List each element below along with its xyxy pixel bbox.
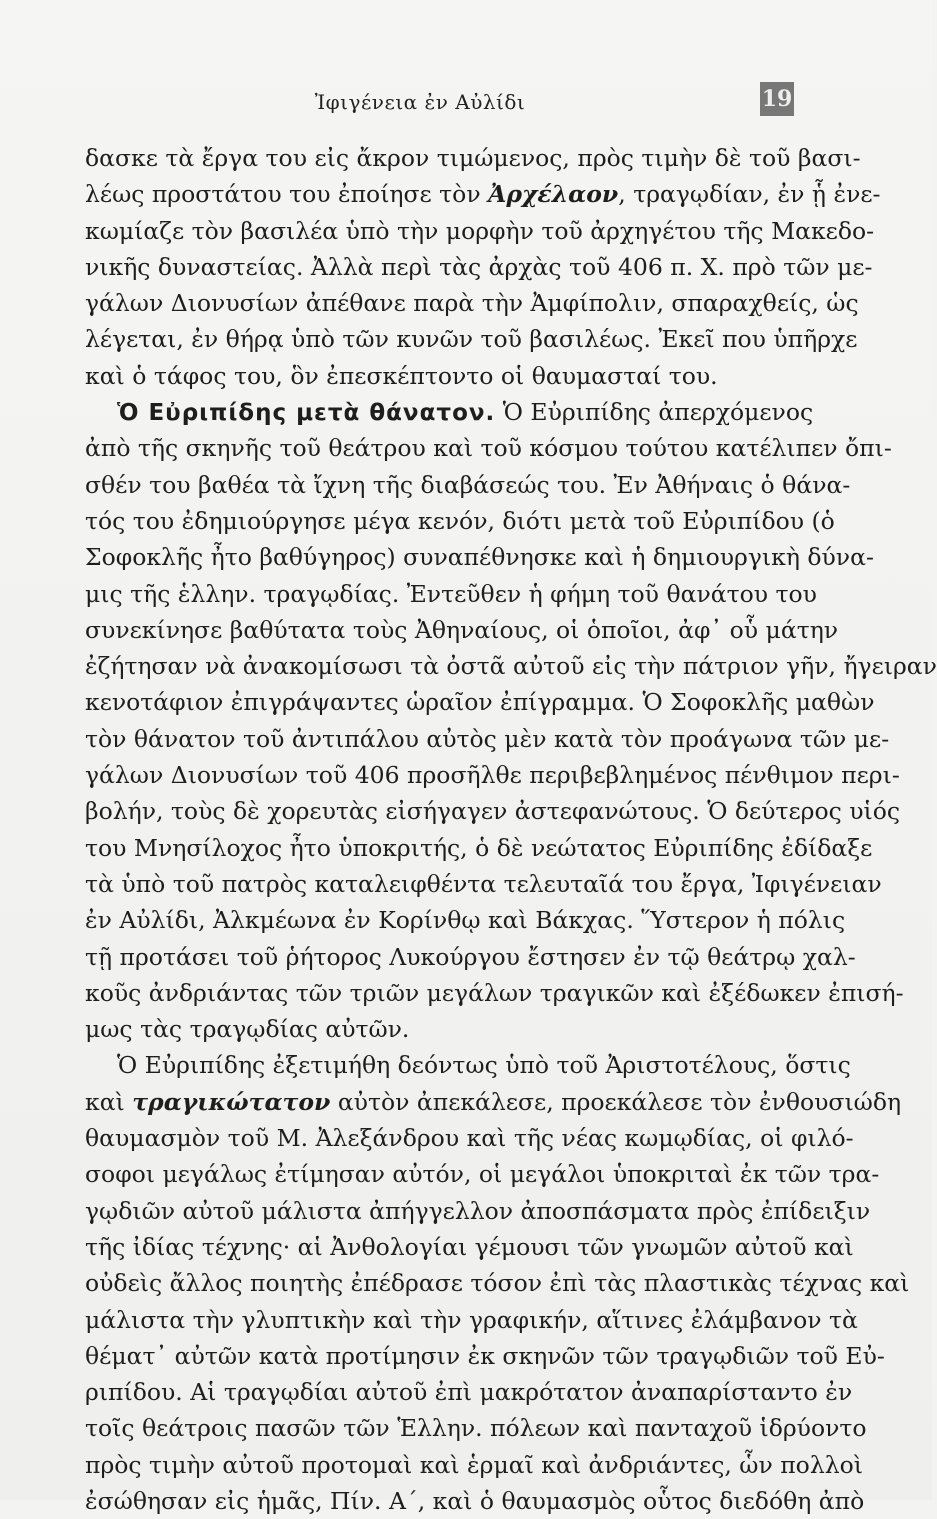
text-line: κωμίαζε τὸν βασιλέα ὑπὸ τὴν μορφὴν τοῦ ἀρχηγέτου τῆς Μακεδο- — [85, 216, 875, 245]
text-line: τῆς ἰδίας τέχνης· αἱ Ἀνθολογίαι γέμουσι τῶν γνωμῶν αὐτοῦ καὶ — [85, 1232, 854, 1261]
text-line — [85, 1084, 902, 1120]
text-line: βολήν, τοὺς δὲ χορευτὰς εἰσήγαγεν ἀστεφανώτους. Ὁ δεύτερος υἱός — [85, 797, 901, 826]
text-line: τοῖς θεάτροις πασῶν τῶν Ἑλλην. πόλεων καὶ πανταχοῦ ἱδρύοντο — [85, 1414, 867, 1443]
text-line: οὐδεὶς ἄλλος ποιητὴς ἐπέδρασε τόσον ἐπὶ τὰς πλαστικὰς τέχνας καὶ — [85, 1269, 910, 1298]
text-line — [85, 176, 881, 212]
text-line: ἐν Αὐλίδι, Ἀλκμέωνα ἐν Κορίνθῳ καὶ Βάκχας. Ὕστερον ἡ πόλις — [85, 906, 846, 935]
text-line: κενοτάφιον ἐπιγράψαντες ὡραῖον ἐπίγραμμα. Ὁ Σοφοκλῆς μαθὼν — [85, 688, 875, 717]
text-line: μις τῆς ἑλλην. τραγῳδίας. Ἐντεῦθεν ἡ φήμη τοῦ θανάτου του — [85, 579, 817, 608]
text-line: γάλων Διονυσίων ἀπέθανε παρὰ τὴν Ἀμφίπολιν, σπαραχθείς, ὡς — [85, 289, 859, 318]
running-head — [0, 82, 932, 122]
text-line: τὰ ὑπὸ τοῦ πατρὸς καταλειφθέντα τελευταῖά του ἔργα, Ἰφιγένειαν — [85, 869, 882, 898]
text-line: γάλων Διονυσίων τοῦ 406 προσῆλθε περιβεβλημένος πένθιμον περι- — [85, 761, 900, 790]
text-line: σοφοι μεγάλως ἐτίμησαν αὐτόν, οἱ μεγάλοι ὑποκριταὶ ἐκ τῶν τρα- — [85, 1160, 880, 1189]
text-line: θέματ᾿ αὐτῶν κατὰ προτίμησιν ἐκ σκηνῶν τῶν τραγῳδιῶν τοῦ Εὐ- — [85, 1341, 885, 1370]
text-line: ἐζήτησαν νὰ ἀνακομίσωσι τὰ ὀστᾶ αὐτοῦ εἰς τὴν πάτριον γῆν, ἤγειραν — [85, 652, 937, 681]
section-heading: Ὁ Εὐριπίδης μετὰ θάνατον. — [117, 400, 496, 427]
text-line: καὶ ὁ τάφος του, ὃν ἐπεσκέπτοντο οἱ θαυμασταί του. — [85, 361, 718, 390]
section-heading-line — [85, 394, 814, 430]
text-line: μάλιστα τὴν γλυπτικὴν καὶ τὴν γραφικήν, αἵτινες ἐλάμβανον τὰ — [85, 1305, 858, 1334]
text-line: Ὁ Εὐριπίδης ἐξετιμήθη δεόντως ὑπὸ τοῦ Ἀριστοτέλους, ὅστις — [117, 1051, 851, 1080]
text-line: θαυμασμὸν τοῦ Μ. Ἀλεξάνδρου καὶ τῆς νέας κωμῳδίας, οἱ φιλό- — [85, 1124, 854, 1153]
text-line: πρὸς τιμὴν αὐτοῦ προτομαὶ καὶ ἑρμαῖ καὶ ἀνδριάντες, ὧν πολλοὶ — [85, 1450, 863, 1479]
text-line: ριπίδου. Αἱ τραγῳδίαι αὐτοῦ ἐπὶ μακρότατον ἀναπαρίσταντο ἐν — [85, 1378, 853, 1407]
text-line: σθέν του βαθέα τὰ ἴχνη τῆς διαβάσεώς του. Ἐν Ἀθήναις ὁ θάνα- — [85, 470, 851, 499]
text-line: λέγεται, ἐν θήρᾳ ὑπὸ τῶν κυνῶν τοῦ βασιλέως. Ἐκεῖ που ὑπῆρχε — [85, 325, 858, 354]
page-number: 19 — [760, 82, 794, 116]
text-run: Ὁ Εὐριπίδης ἀπερχόμενος — [495, 398, 814, 427]
text-line: ἐσώθησαν εἰς ἡμᾶς, Πίν. Α΄, καὶ ὁ θαυμασμὸς οὗτος διεδόθη ἀπὸ — [85, 1486, 865, 1515]
text-line: τός του ἐδημιούργησε μέγα κενόν, διότι μετὰ τοῦ Εὐριπίδου (ὁ — [85, 506, 835, 535]
italic-title-archelaos: Ἀρχέλαον — [488, 180, 619, 209]
text-line: Σοφοκλῆς ἦτο βαθύγηρος) συναπέθνησκε καὶ ἡ δημιουργικὴ δύνα- — [85, 543, 874, 572]
text-line: κοῦς ἀνδριάντας τῶν τριῶν μεγάλων τραγικῶν καὶ ἐξέδωκεν ἐπισή- — [85, 978, 904, 1007]
text-line: γῳδιῶν αὐτοῦ μάλιστα ἀπήγγελλον ἀποσπάσματα πρὸς ἐπίδειξιν — [85, 1196, 871, 1225]
text-line: τῇ προτάσει τοῦ ῥήτορος Λυκούργου ἔστησεν ἐν τῷ θεάτρῳ χαλ- — [85, 942, 856, 971]
text-line: συνεκίνησε βαθύτατα τοὺς Ἀθηναίους, οἱ ὁποῖοι, ἀφ᾿ οὗ μάτην — [85, 615, 839, 644]
text-run: , τραγῳδίαν, ἐν ᾗ ἐνε- — [618, 180, 881, 209]
text-line: μως τὰς τραγῳδίας αὐτῶν. — [85, 1015, 410, 1044]
text-line: δασκε τὰ ἔργα του εἰς ἄκρον τιμώμενος, πρὸς τιμὴν δὲ τοῦ βασι- — [85, 144, 861, 172]
text-line: του Μνησίλοχος ἦτο ὑποκριτής, ὁ δὲ νεώτατος Εὐριπίδης ἐδίδαξε — [85, 833, 873, 862]
text-line: ἀπὸ τῆς σκηνῆς τοῦ θεάτρου καὶ τοῦ κόσμου τούτου κατέλιπεν ὄπι- — [85, 434, 892, 463]
text-run: καὶ — [85, 1087, 133, 1116]
running-title: Ἰφιγένεια ἐν Αὐλίδι — [314, 90, 526, 114]
text-line: τὸν θάνατον τοῦ ἀντιπάλου αὐτὸς μὲν κατὰ τὸν προάγωνα τῶν με- — [85, 724, 890, 753]
text-run: λέως προστάτου του ἐποίησε τὸν — [85, 180, 489, 209]
text-line: νικῆς δυναστείας. Ἀλλὰ περὶ τὰς ἀρχὰς τοῦ 406 π. Χ. πρὸ τῶν με- — [85, 252, 873, 281]
body-text — [85, 140, 937, 1519]
emphasis-tragikotaton: τραγικώτατον — [132, 1087, 331, 1116]
text-run: αὐτὸν ἀπεκάλεσε, προεκάλεσε τὸν ἐνθουσιώδη — [330, 1087, 902, 1116]
